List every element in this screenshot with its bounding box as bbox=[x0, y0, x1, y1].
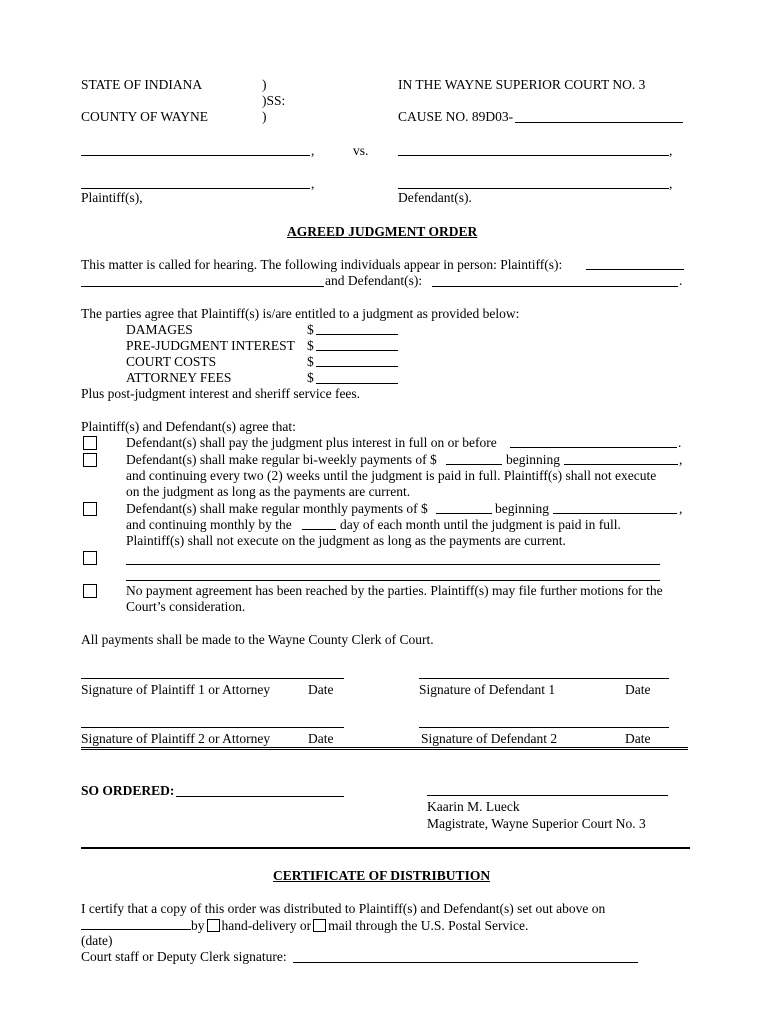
dollar-sign: $ bbox=[307, 338, 314, 353]
section-divider bbox=[81, 747, 688, 750]
date-label: Date bbox=[308, 731, 334, 746]
magistrate-name: Kaarin M. Lueck bbox=[427, 799, 520, 814]
full-payment-date-field[interactable] bbox=[510, 447, 677, 448]
magistrate-signature-field[interactable] bbox=[427, 795, 668, 796]
date-label: Date bbox=[308, 682, 334, 697]
monthly-start-field[interactable] bbox=[553, 513, 677, 514]
plaintiff-name-field-1[interactable] bbox=[81, 155, 310, 156]
plaintiff-name-field-2[interactable] bbox=[81, 188, 310, 189]
plaintiffs-label: Plaintiff(s), bbox=[81, 190, 143, 205]
hearing-text: This matter is called for hearing. The following individuals appear in person: Plaintiff(s): bbox=[81, 257, 563, 272]
other-terms-field-2[interactable] bbox=[126, 580, 660, 581]
hearing-plaintiff-field-2[interactable] bbox=[81, 286, 324, 287]
monthly-amount-field[interactable] bbox=[436, 513, 492, 514]
plaintiff-2-signature-label: Signature of Plaintiff 2 or Attorney bbox=[81, 731, 271, 746]
biweekly-amount-field[interactable] bbox=[446, 464, 502, 465]
ss-label: )SS: bbox=[262, 93, 286, 108]
caption-comma: , bbox=[311, 143, 315, 158]
prejudgment-interest-label: PRE-JUDGMENT INTEREST bbox=[126, 338, 295, 353]
option-monthly-text-2a: and continuing monthly by the bbox=[126, 517, 292, 532]
caption-comma: , bbox=[669, 143, 673, 158]
beginning-label: beginning bbox=[506, 452, 560, 467]
prejudgment-interest-field[interactable] bbox=[316, 350, 398, 351]
caption-paren: ) bbox=[262, 77, 267, 92]
mail-label: mail through the U.S. Postal Service. bbox=[328, 918, 529, 933]
option-monthly-checkbox[interactable] bbox=[83, 502, 97, 516]
attorney-fees-label: ATTORNEY FEES bbox=[126, 370, 232, 385]
option-biweekly-checkbox[interactable] bbox=[83, 453, 97, 467]
hearing-defendant-label: and Defendant(s): bbox=[325, 273, 423, 288]
attorney-fees-field[interactable] bbox=[316, 383, 398, 384]
option-comma: , bbox=[679, 452, 683, 467]
certificate-title: CERTIFICATE OF DISTRIBUTION bbox=[273, 868, 491, 883]
clerk-signature-field[interactable] bbox=[293, 962, 638, 963]
option-no-agreement-checkbox[interactable] bbox=[83, 584, 97, 598]
court-costs-field[interactable] bbox=[316, 366, 398, 367]
versus-label: vs. bbox=[353, 143, 369, 158]
damages-label: DAMAGES bbox=[126, 322, 193, 337]
option-biweekly-text-3: on the judgment as long as the payments are current. bbox=[126, 484, 411, 499]
plaintiff-1-signature-field[interactable] bbox=[81, 678, 344, 679]
caption-paren: ) bbox=[262, 109, 267, 124]
by-label: by bbox=[191, 918, 205, 933]
option-monthly-text-2b: day of each month until the judgment is paid in full. bbox=[340, 517, 621, 532]
hearing-defendant-field[interactable] bbox=[432, 286, 678, 287]
date-label: Date bbox=[625, 682, 651, 697]
certificate-line-2 bbox=[81, 917, 528, 934]
caption-comma: , bbox=[311, 176, 315, 191]
caption-comma: , bbox=[669, 176, 673, 191]
option-comma: , bbox=[679, 501, 683, 516]
option-full-payment-checkbox[interactable] bbox=[83, 436, 97, 450]
plaintiff-2-signature-field[interactable] bbox=[81, 727, 344, 728]
defendant-1-signature-label: Signature of Defendant 1 bbox=[419, 682, 556, 697]
court-name: IN THE WAYNE SUPERIOR COURT NO. 3 bbox=[398, 77, 646, 92]
beginning-label: beginning bbox=[495, 501, 549, 516]
judgment-intro: The parties agree that Plaintiff(s) is/are entitled to a judgment as provided below: bbox=[81, 306, 520, 321]
option-biweekly-text: Defendant(s) shall make regular bi-weekly payments of $ bbox=[126, 452, 437, 467]
hand-delivery-checkbox[interactable] bbox=[207, 919, 220, 932]
option-monthly-text: Defendant(s) shall make regular monthly payments of $ bbox=[126, 501, 428, 516]
court-costs-label: COURT COSTS bbox=[126, 354, 217, 369]
county-label: COUNTY OF WAYNE bbox=[81, 109, 209, 124]
option-period: . bbox=[678, 435, 682, 450]
cause-number-label: CAUSE NO. 89D03- bbox=[398, 109, 514, 124]
option-no-agreement-text: No payment agreement has been reached by the parties. Plaintiff(s) may file further motions for the bbox=[126, 583, 663, 598]
monthly-day-field[interactable] bbox=[302, 529, 336, 530]
dollar-sign: $ bbox=[307, 370, 314, 385]
post-judgment-text: Plus post-judgment interest and sheriff service fees. bbox=[81, 386, 361, 401]
so-ordered-date-field[interactable] bbox=[176, 796, 344, 797]
page-title: AGREED JUDGMENT ORDER bbox=[287, 224, 478, 239]
date-label: Date bbox=[625, 731, 651, 746]
defendant-name-field-2[interactable] bbox=[398, 188, 669, 189]
mail-checkbox[interactable] bbox=[313, 919, 326, 932]
option-no-agreement-text-2: Court’s consideration. bbox=[126, 599, 246, 614]
dollar-sign: $ bbox=[307, 354, 314, 369]
defendants-label: Defendant(s). bbox=[398, 190, 472, 205]
defendant-1-signature-field[interactable] bbox=[419, 678, 669, 679]
cause-number-field[interactable] bbox=[515, 122, 683, 123]
distribution-date-field[interactable] bbox=[81, 917, 191, 930]
plaintiff-1-signature-label: Signature of Plaintiff 1 or Attorney bbox=[81, 682, 271, 697]
clerk-signature-label: Court staff or Deputy Clerk signature: bbox=[81, 949, 287, 964]
certificate-divider bbox=[81, 847, 690, 849]
options-intro: Plaintiff(s) and Defendant(s) agree that: bbox=[81, 419, 296, 434]
biweekly-start-field[interactable] bbox=[564, 464, 678, 465]
date-caption: (date) bbox=[81, 933, 113, 948]
defendant-2-signature-label: Signature of Defendant 2 bbox=[421, 731, 558, 746]
hearing-period: . bbox=[679, 273, 683, 288]
option-other-checkbox[interactable] bbox=[83, 551, 97, 565]
option-full-payment-text: Defendant(s) shall pay the judgment plus interest in full on or before bbox=[126, 435, 497, 450]
option-biweekly-text-2: and continuing every two (2) weeks until the judgment is paid in full. Plaintiff(s) shall not execute bbox=[126, 468, 657, 483]
state-label: STATE OF INDIANA bbox=[81, 77, 203, 92]
payments-text: All payments shall be made to the Wayne County Clerk of Court. bbox=[81, 632, 434, 647]
other-terms-field-1[interactable] bbox=[126, 564, 660, 565]
dollar-sign: $ bbox=[307, 322, 314, 337]
defendant-2-signature-field[interactable] bbox=[419, 727, 669, 728]
certificate-text: I certify that a copy of this order was distributed to Plaintiff(s) and Defendant(s) set out above on bbox=[81, 901, 606, 916]
hand-delivery-label: hand-delivery or bbox=[221, 918, 312, 933]
magistrate-title: Magistrate, Wayne Superior Court No. 3 bbox=[427, 816, 646, 831]
option-monthly-text-3: Plaintiff(s) shall not execute on the judgment as long as the payments are current. bbox=[126, 533, 566, 548]
defendant-name-field-1[interactable] bbox=[398, 155, 669, 156]
so-ordered-label: SO ORDERED: bbox=[81, 783, 175, 798]
hearing-plaintiff-field[interactable] bbox=[586, 269, 684, 270]
damages-field[interactable] bbox=[316, 334, 398, 335]
